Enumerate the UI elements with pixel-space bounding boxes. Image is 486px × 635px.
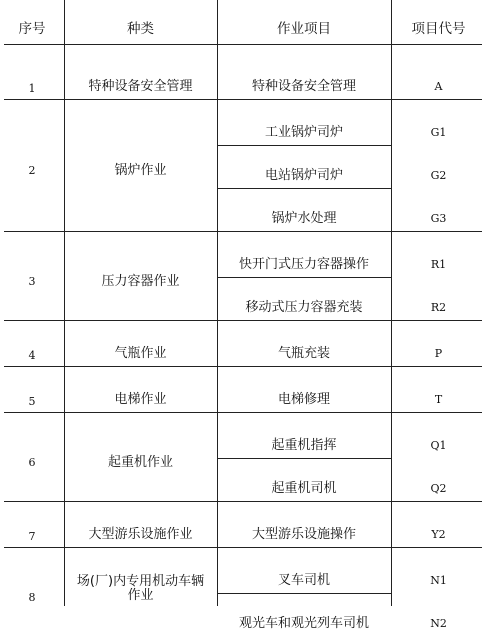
item-divider xyxy=(217,188,391,189)
item-name: 快开门式压力容器操作 xyxy=(238,256,369,272)
item-divider xyxy=(217,145,391,146)
item-name: 电站锅炉司炉 xyxy=(264,167,343,183)
row-number: 7 xyxy=(28,529,36,543)
row-number: 8 xyxy=(28,590,36,604)
item-code: R2 xyxy=(430,300,447,314)
header-divider xyxy=(4,44,482,45)
category-name: 场(厂)内专用机动车辆作业 xyxy=(76,574,205,603)
row-number: 3 xyxy=(28,274,36,288)
item-divider xyxy=(217,277,391,278)
item-code: G2 xyxy=(430,168,447,182)
column-divider xyxy=(391,0,392,606)
column-divider xyxy=(64,0,65,606)
item-divider xyxy=(217,458,391,459)
item-code: G1 xyxy=(430,125,447,139)
header-no: 序号 xyxy=(18,20,46,37)
item-code: Y2 xyxy=(431,527,446,541)
item-code: N1 xyxy=(430,573,447,587)
category-name: 锅炉作业 xyxy=(114,163,167,178)
category-name: 特种设备安全管理 xyxy=(88,78,193,94)
row-number: 4 xyxy=(28,348,36,362)
item-code: R1 xyxy=(430,257,447,271)
item-code: T xyxy=(434,392,443,406)
item-code: Q1 xyxy=(430,438,447,452)
group-divider xyxy=(4,231,482,232)
item-code: P xyxy=(434,346,443,360)
item-name: 气瓶充装 xyxy=(277,345,330,361)
group-divider xyxy=(4,547,482,548)
item-name: 大型游乐设施操作 xyxy=(251,526,356,542)
item-name: 工业锅炉司炉 xyxy=(264,124,343,140)
row-number: 5 xyxy=(28,394,36,408)
item-code: Q2 xyxy=(430,481,447,495)
row-number: 1 xyxy=(28,81,36,95)
category-name: 电梯作业 xyxy=(114,391,167,407)
category-name: 起重机作业 xyxy=(107,454,173,470)
item-name: 特种设备安全管理 xyxy=(251,78,356,94)
item-name: 锅炉水处理 xyxy=(271,210,337,226)
item-name: 移动式压力容器充装 xyxy=(245,299,363,315)
group-divider xyxy=(4,501,482,502)
item-code: G3 xyxy=(430,211,447,225)
row-number: 6 xyxy=(28,455,36,469)
item-name: 观光车和观光列车司机 xyxy=(238,615,369,631)
header-item: 作业项目 xyxy=(277,20,331,37)
header-category: 种类 xyxy=(127,20,154,37)
group-divider xyxy=(4,99,482,100)
category-name: 压力容器作业 xyxy=(101,273,180,289)
group-divider xyxy=(4,412,482,413)
item-divider xyxy=(217,593,391,594)
category-name: 气瓶作业 xyxy=(114,345,167,361)
item-name: 起重机指挥 xyxy=(271,437,337,453)
item-name: 叉车司机 xyxy=(277,572,330,588)
group-divider xyxy=(4,366,482,367)
category-name: 大型游乐设施作业 xyxy=(88,526,193,542)
header-code: 项目代号 xyxy=(411,20,466,37)
item-code: A xyxy=(434,79,443,93)
item-code: N2 xyxy=(430,616,447,630)
group-divider xyxy=(4,320,482,321)
item-name: 电梯修理 xyxy=(277,391,330,407)
row-number: 2 xyxy=(28,164,36,177)
item-name: 起重机司机 xyxy=(271,480,337,496)
column-divider xyxy=(217,0,218,606)
